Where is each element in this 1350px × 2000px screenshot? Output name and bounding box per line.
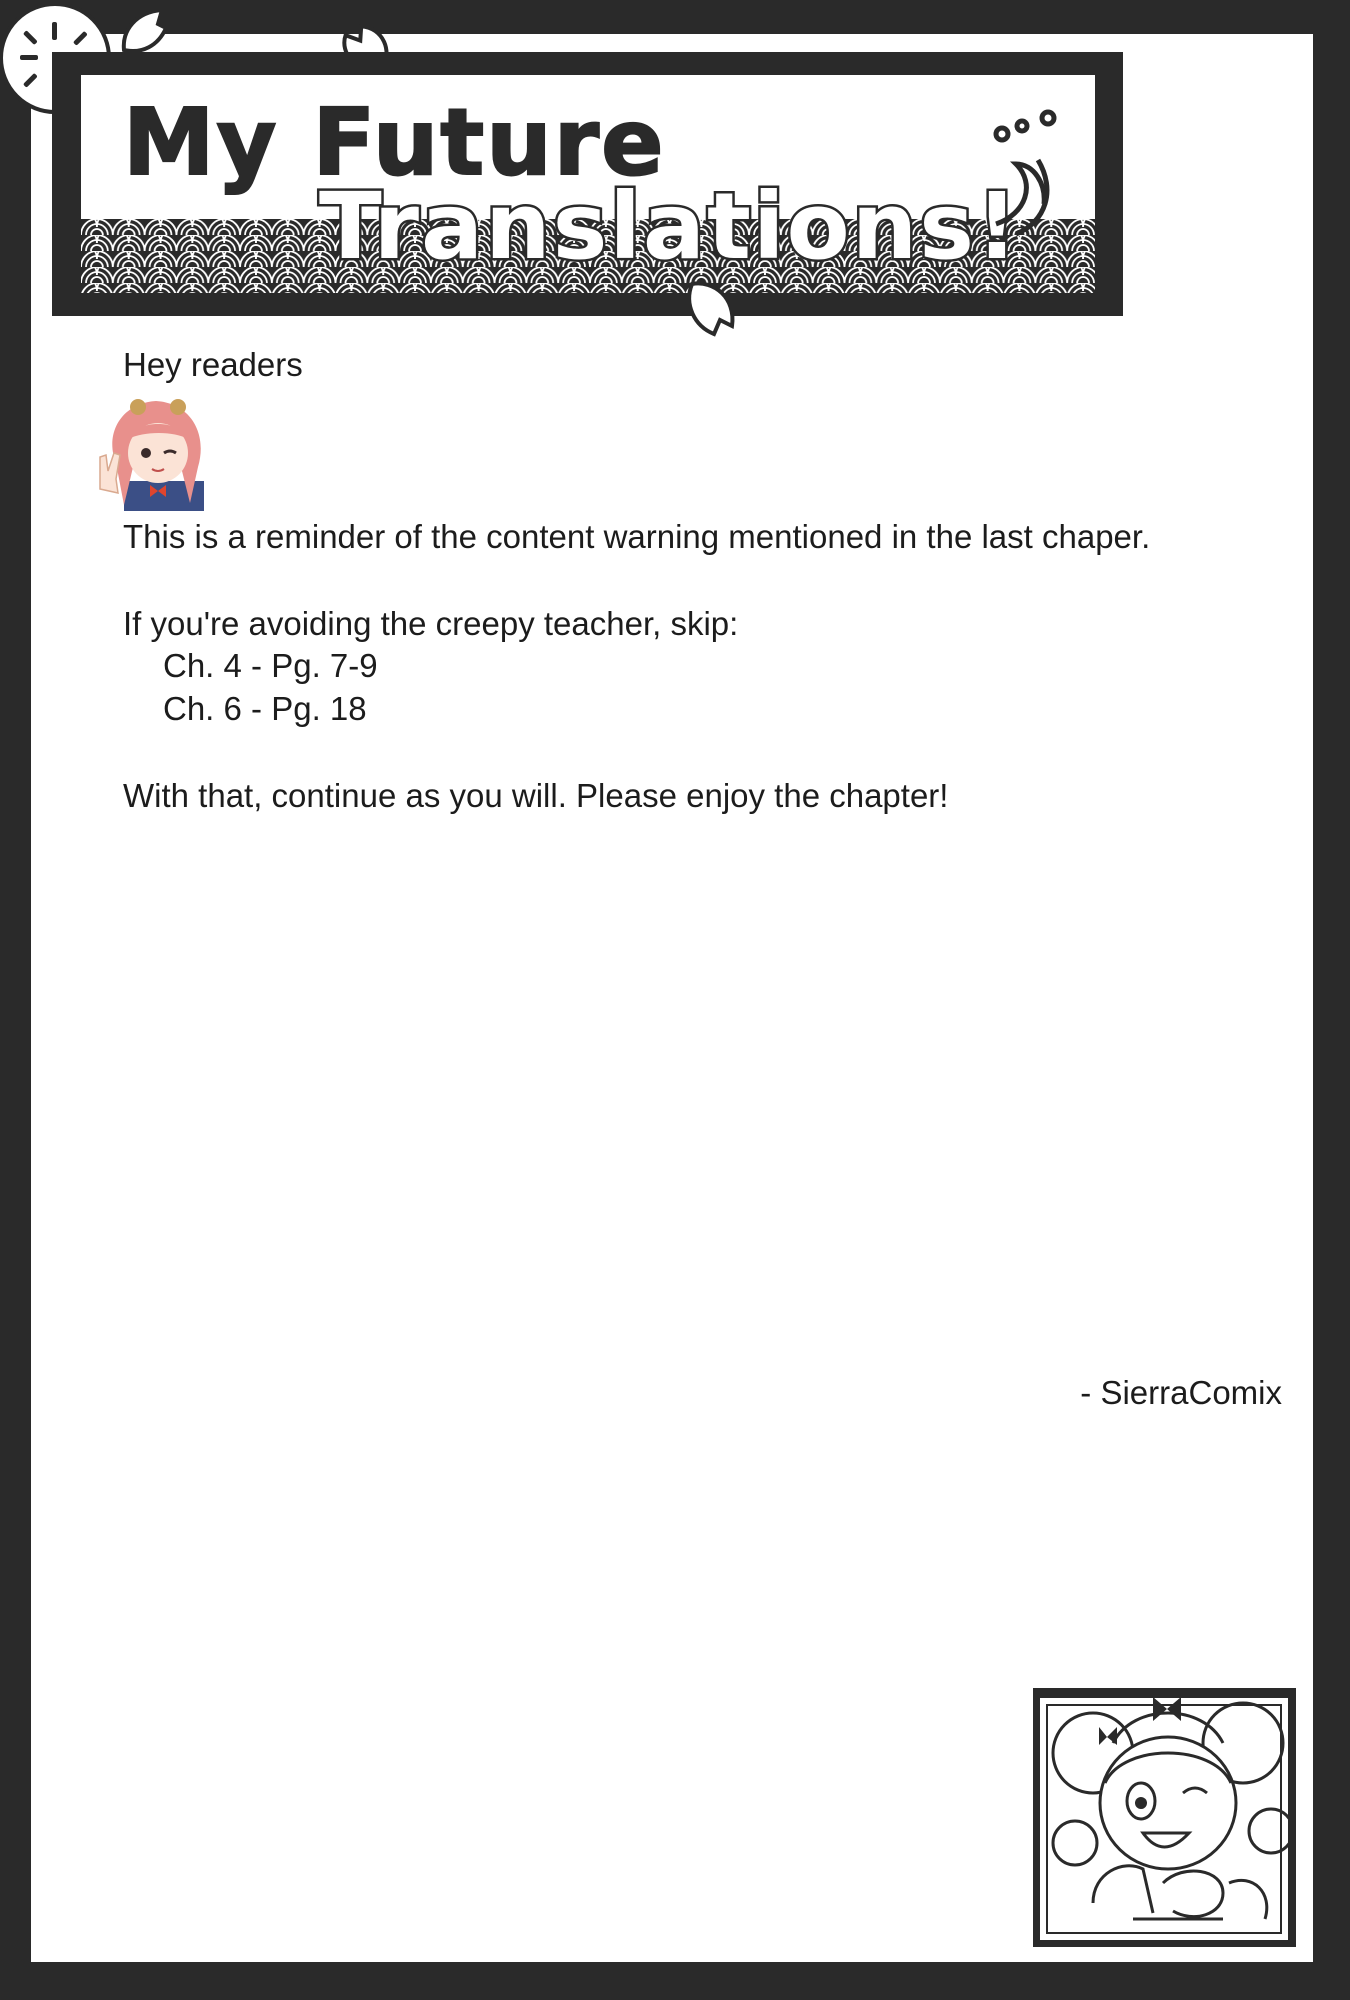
- title-banner: [78, 72, 1098, 296]
- greeting-text: Hey readers: [123, 346, 303, 383]
- skip-intro-text: If you're avoiding the creepy teacher, skip:: [123, 605, 739, 642]
- banner-title-line-1: My Future: [123, 89, 666, 196]
- sakura-petal-icon: [680, 276, 742, 342]
- paper-area: [31, 34, 1313, 1962]
- reminder-text: This is a reminder of the content warning mentioned in the last chaper.: [123, 518, 1151, 555]
- sakura-petal-icon: [118, 6, 170, 56]
- chibi-girl-illustration: [1033, 1683, 1296, 1947]
- skip-item: Ch. 4 - Pg. 7-9: [163, 647, 378, 684]
- wave-splash-icon: [986, 104, 1066, 244]
- chibi-avatar-icon: [94, 393, 218, 511]
- banner-title-line-2: Translations!: [319, 173, 1020, 280]
- closing-text: With that, continue as you will. Please enjoy the chapter!: [123, 777, 949, 814]
- skip-item: Ch. 6 - Pg. 18: [163, 690, 367, 727]
- signature: - SierraComix: [1080, 1374, 1282, 1411]
